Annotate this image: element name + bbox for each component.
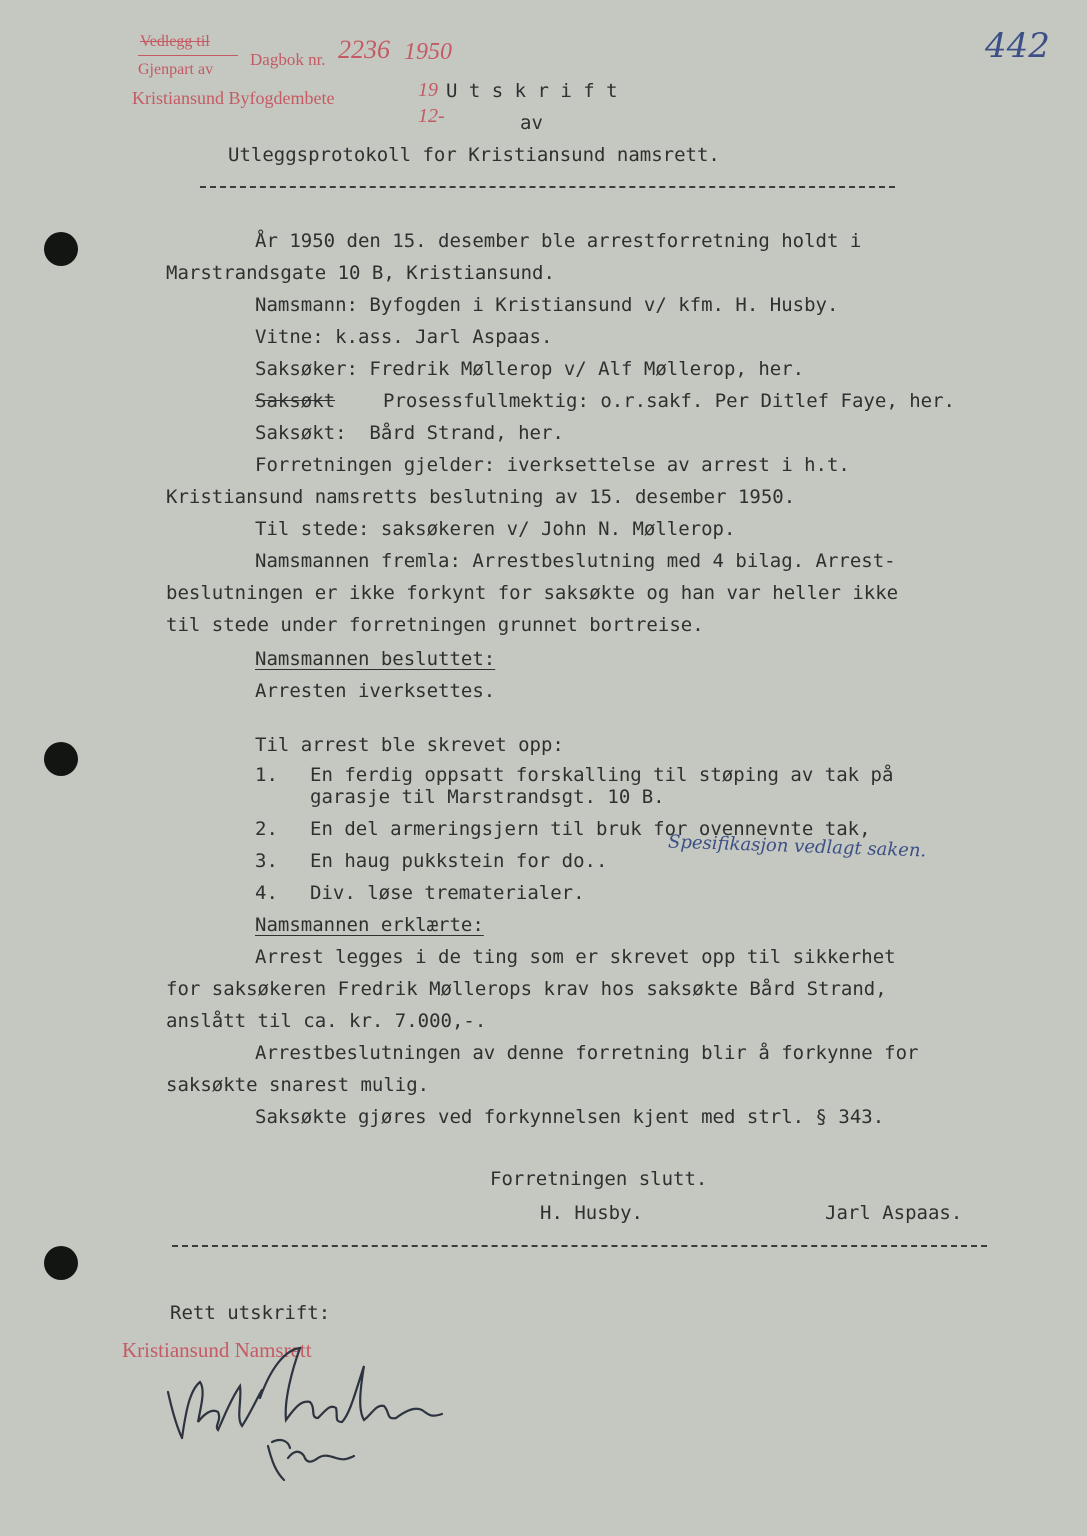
list-item-1-text: En ferdig oppsatt forskalling til støping av tak på	[310, 764, 894, 786]
closing-text: Forretningen slutt.	[490, 1168, 708, 1190]
list-item-3-text: En haug pukkstein for do..	[310, 850, 608, 872]
stamp-rule	[138, 55, 238, 56]
title-separator	[200, 186, 895, 188]
handwritten-note: Spesifikasjon vedlagt saken.	[667, 831, 927, 862]
decided-text: Arresten iverksettes.	[255, 680, 496, 702]
declared-line-4: Arrestbeslutningen av denne forretning blir å forkynne for	[255, 1042, 919, 1064]
body-line-5: Saksøker: Fredrik Møllerop v/ Alf Møllerop, her.	[255, 358, 805, 380]
body-line-7: Saksøkt: Bård Strand, her.	[255, 422, 564, 444]
body-line-3: Namsmann: Byfogden i Kristiansund v/ kfm. H. Husby.	[255, 294, 839, 316]
court-stamp: Kristiansund Namsrett	[122, 1338, 312, 1362]
body-line-1: År 1950 den 15. desember ble arrestforretning holdt i	[255, 230, 862, 252]
declared-line-6: Saksøkte gjøres ved forkynnelsen kjent med strl. § 343.	[255, 1106, 885, 1128]
body-line-13: til stede under forretningen grunnet bortreise.	[166, 614, 704, 636]
declared-line-3: anslått til ca. kr. 7.000,-.	[166, 1010, 487, 1032]
list-item-2-text: En del armeringsjern til bruk for ovennevnte tak,	[310, 818, 871, 840]
stamp-gjenpart: Gjenpart av	[138, 61, 214, 78]
punch-hole-middle	[44, 742, 78, 776]
signer-husby: H. Husby.	[540, 1202, 643, 1224]
declared-line-2: for saksøkeren Fredrik Møllerops krav hos saksøkte Bård Strand,	[166, 978, 887, 1000]
punch-hole-top	[44, 232, 78, 266]
list-intro: Til arrest ble skrevet opp:	[255, 734, 564, 756]
list-item-1-num: 1.	[255, 764, 278, 786]
declared-heading: Namsmannen erklærte:	[255, 914, 484, 936]
stamp-vedlegg: Vedlegg til	[140, 33, 210, 50]
declared-line-1: Arrest legges i de ting som er skrevet opp til sikkerhet	[255, 946, 896, 968]
dagbok-label: Dagbok nr.	[250, 50, 326, 69]
list-item-1b-text: garasje til Marstrandsgt. 10 B.	[310, 786, 665, 808]
stamp-office: Kristiansund Byfogdembete	[132, 88, 335, 108]
dagbok-number: 2236	[338, 35, 390, 64]
list-item-3-num: 3.	[255, 850, 278, 872]
body-line-6: Prosessfullmektig: o.r.sakf. Per Ditlef Faye, her.	[383, 390, 955, 412]
body-line-9: Kristiansund namsretts beslutning av 15. desember 1950.	[166, 486, 796, 508]
body-line-2: Marstrandsgate 10 B, Kristiansund.	[166, 262, 555, 284]
page-number: 442	[985, 26, 1050, 66]
decided-heading: Namsmannen besluttet:	[255, 648, 496, 670]
list-item-4-num: 4.	[255, 882, 278, 904]
body-line-11: Namsmannen fremla: Arrestbeslutning med 4 bilag. Arrest-	[255, 550, 896, 572]
declared-line-5: saksøkte snarest mulig.	[166, 1074, 430, 1096]
certified-label: Rett utskrift:	[170, 1302, 331, 1324]
struck-word: Saksøkt	[255, 390, 336, 412]
dagbok-year: 1950	[404, 39, 452, 65]
closing-separator	[172, 1245, 987, 1247]
body-line-12: beslutningen er ikke forkynt for saksøkte og han var heller ikke	[166, 582, 899, 604]
document-title: U t s k r i f t	[446, 80, 618, 102]
signature	[160, 1330, 470, 1490]
body-line-8: Forretningen gjelder: iverksettelse av arrest i h.t.	[255, 454, 850, 476]
body-line-4: Vitne: k.ass. Jarl Aspaas.	[255, 326, 553, 348]
date-day: 19	[418, 79, 438, 101]
body-line-10: Til stede: saksøkeren v/ John N. Møllerop.	[255, 518, 736, 540]
list-item-2-num: 2.	[255, 818, 278, 840]
punch-hole-bottom	[44, 1246, 78, 1280]
signer-aspaas: Jarl Aspaas.	[825, 1202, 963, 1224]
list-item-4-text: Div. løse trematerialer.	[310, 882, 585, 904]
document-subtitle: Utleggsprotokoll for Kristiansund namsrett.	[228, 144, 720, 166]
date-month: 12-	[418, 105, 445, 127]
document-title-av: av	[520, 112, 543, 134]
